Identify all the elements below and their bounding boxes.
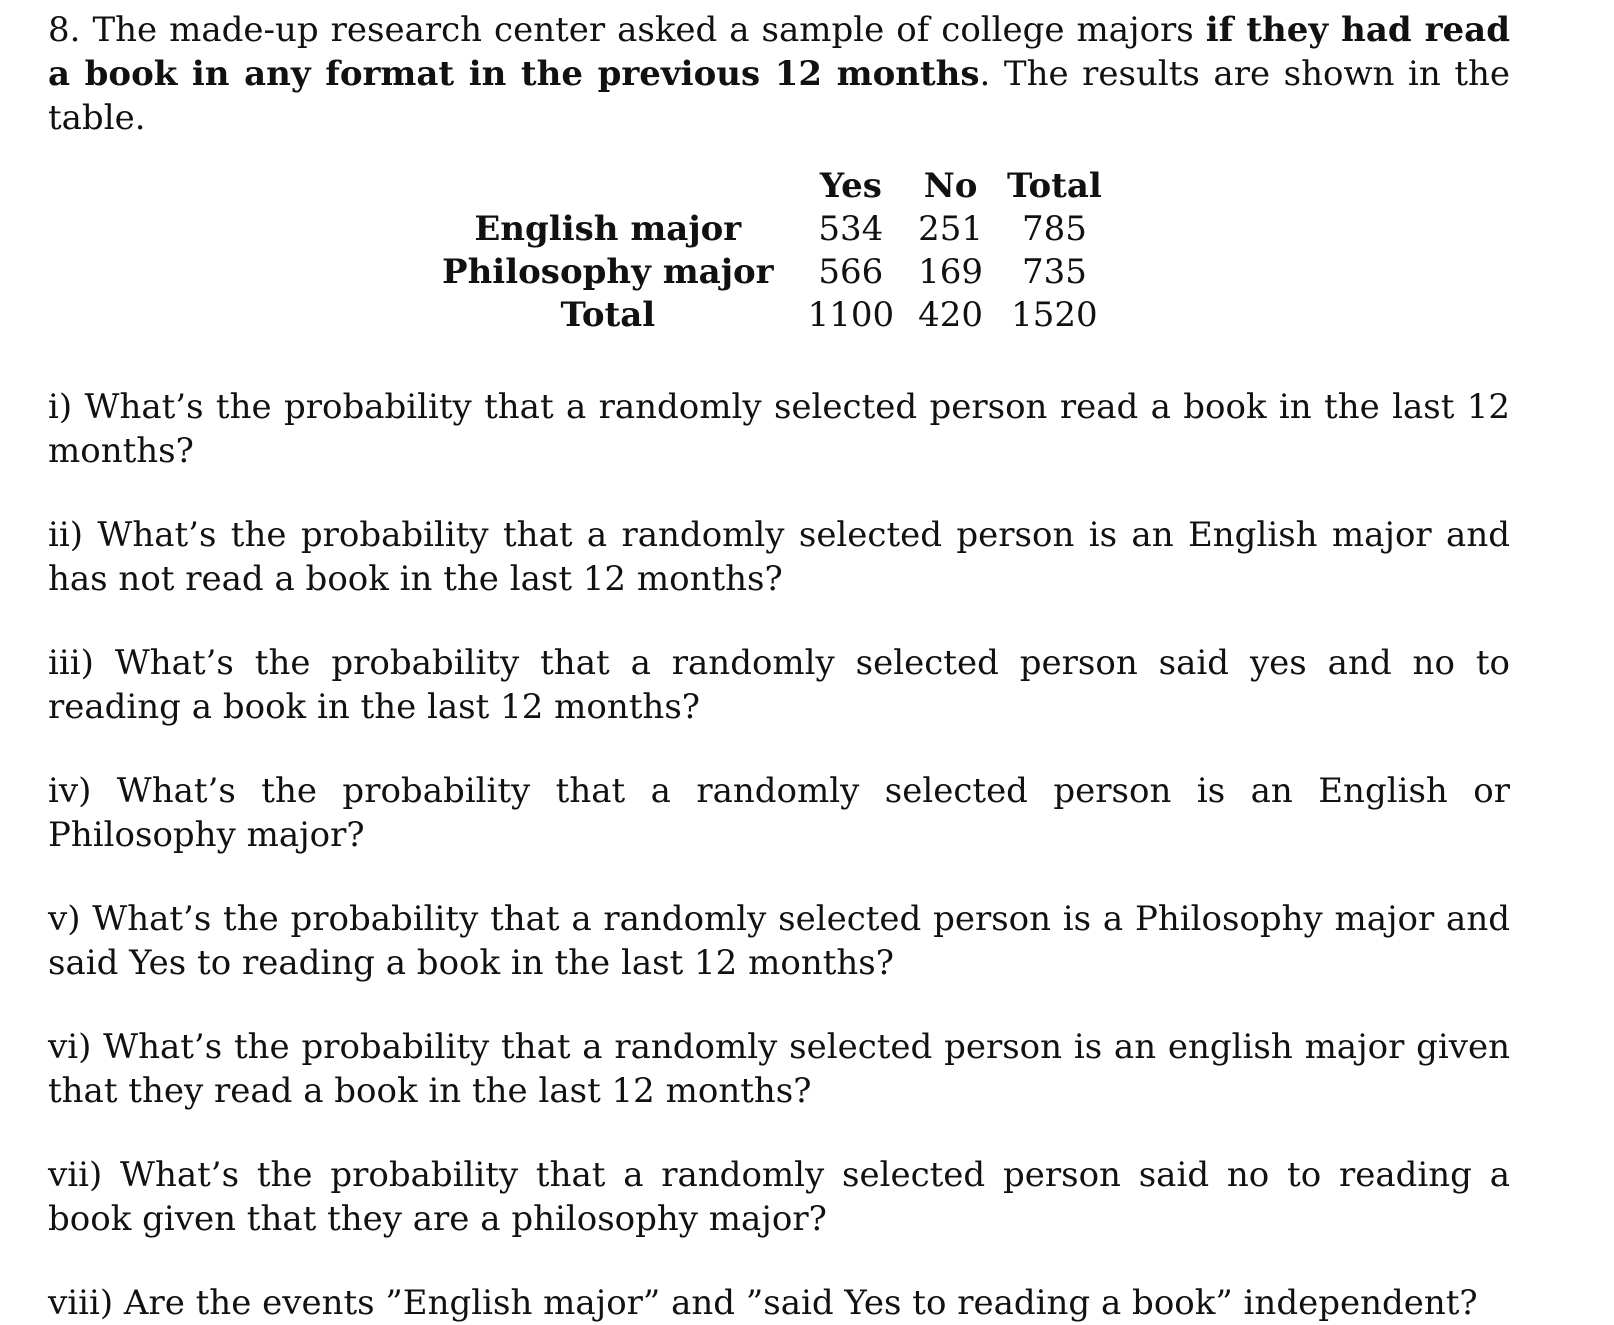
contingency-table-wrapper: [430, 165, 1114, 337]
question-3: iii) What’s the probability that a randomly selected person said yes and no to reading a book in the last 12 months?: [48, 643, 1510, 727]
question-4: iv) What’s the probability that a randomly selected person is an English or Philosophy major?: [48, 771, 1510, 855]
cell-no: 169: [918, 252, 984, 292]
problem-intro: [48, 8, 1510, 140]
row-label: Total: [560, 295, 656, 335]
question-7: vii) What’s the probability that a randomly selected person said no to reading a book given that they are a philosophy major?: [48, 1155, 1510, 1239]
cell-no: 420: [918, 295, 984, 335]
cell-yes: 566: [818, 252, 884, 292]
cell-yes: 1100: [807, 295, 895, 335]
cell-yes: 534: [818, 209, 884, 249]
intro-bold-text: if they had read a book in any format in the previous 12 months: [48, 10, 1510, 94]
question-5: v) What’s the probability that a randomly selected person is a Philosophy major and said Yes to reading a book in the last 12 months?: [48, 899, 1510, 983]
row-label: Philosophy major: [442, 252, 774, 292]
cell-total: 735: [1021, 252, 1087, 292]
cell-no: 251: [918, 209, 984, 249]
problem-number: 8.: [48, 10, 81, 50]
table-header-empty: [430, 165, 796, 208]
cell-total: 1520: [1011, 295, 1098, 335]
intro-text: The made-up research center asked a sample of college majors: [92, 10, 1194, 50]
table-header-row: [430, 165, 1114, 208]
question-1: i) What’s the probability that a randomly selected person read a book in the last 12 months?: [48, 387, 1510, 471]
row-label: English major: [474, 209, 742, 249]
question-8: viii) Are the events ”English major” and ”said Yes to reading a book” independent?: [48, 1283, 1478, 1323]
cell-total: 785: [1021, 209, 1087, 249]
table-row: [430, 208, 1114, 251]
question-list: [48, 385, 1510, 1325]
question-6: vi) What’s the probability that a randomly selected person is an english major given that they read a book in the last 12 months?: [48, 1027, 1510, 1111]
question-2: ii) What’s the probability that a randomly selected person is an English major and has not read a book in the last 12 months?: [48, 515, 1510, 599]
problem-statement: [48, 8, 1510, 140]
table-header-yes: Yes: [819, 166, 882, 206]
table-row: [430, 251, 1114, 294]
table-header-total: Total: [1007, 166, 1102, 206]
table-header-no: No: [923, 166, 978, 206]
table-row: [430, 294, 1114, 337]
contingency-table: [430, 165, 1114, 337]
intro-text-end: . The results are shown in the table.: [48, 54, 1511, 138]
